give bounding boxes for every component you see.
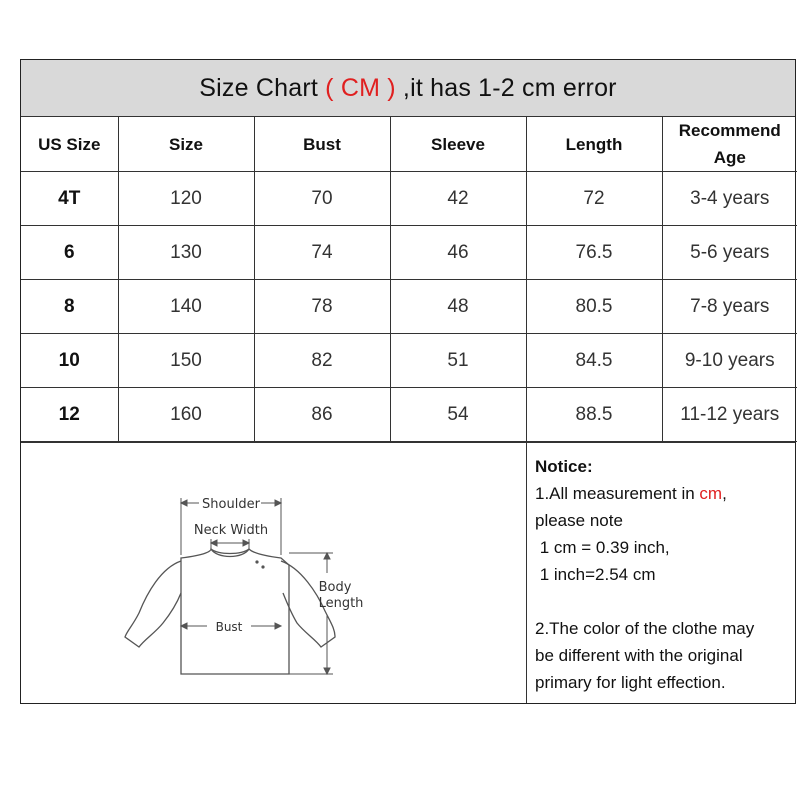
- cell-bust: 74: [254, 226, 390, 280]
- cell-size: 130: [118, 226, 254, 280]
- size-table: [21, 117, 797, 442]
- table-row: [21, 280, 797, 334]
- notice-panel: [527, 443, 795, 703]
- cell-age: 9-10 years: [662, 334, 797, 388]
- cell-size: 140: [118, 280, 254, 334]
- cell-size: 160: [118, 388, 254, 442]
- cell-sleeve: 46: [390, 226, 526, 280]
- shirt-outline: [181, 549, 289, 674]
- table-row: [21, 226, 797, 280]
- cell-sleeve: 51: [390, 334, 526, 388]
- table-row: [21, 388, 797, 442]
- notice-line-1-suffix: ,: [722, 484, 727, 503]
- title-suffix: ,it has 1-2 cm error: [402, 73, 617, 102]
- cell-length: 80.5: [526, 280, 662, 334]
- cell-sleeve: 54: [390, 388, 526, 442]
- cell-sleeve: 42: [390, 172, 526, 226]
- cell-age: 3-4 years: [662, 172, 797, 226]
- cell-size: 120: [118, 172, 254, 226]
- notice-line-2: please note: [535, 511, 623, 530]
- header-bust: Bust: [254, 117, 390, 172]
- notice-line-3: 1 cm = 0.39 inch,: [535, 538, 670, 557]
- cell-us-size: 6: [21, 226, 118, 280]
- cell-length: 76.5: [526, 226, 662, 280]
- cell-age: 7-8 years: [662, 280, 797, 334]
- notice-line-5: 2.The color of the clothe may: [535, 619, 755, 638]
- header-us-size: US Size: [21, 117, 118, 172]
- cell-length: 72: [526, 172, 662, 226]
- title-unit: ( CM ): [318, 73, 403, 102]
- table-row: [21, 172, 797, 226]
- cell-bust: 78: [254, 280, 390, 334]
- shoulder-label: Shoulder: [202, 497, 260, 512]
- notice-line-1: [535, 480, 795, 507]
- notice-unit: cm: [699, 484, 723, 503]
- chart-title: [21, 60, 795, 117]
- shirt-diagram: [21, 443, 526, 703]
- notice-title: Notice:: [535, 457, 593, 476]
- cell-age: 5-6 years: [662, 226, 797, 280]
- header-recommend: Recommend: [678, 121, 781, 140]
- header-row: [21, 117, 797, 172]
- neck-width-label: Neck Width: [193, 523, 269, 538]
- cell-us-size: 4T: [21, 172, 118, 226]
- header-sleeve: Sleeve: [390, 117, 526, 172]
- cell-bust: 86: [254, 388, 390, 442]
- cell-length: 88.5: [526, 388, 662, 442]
- cell-length: 84.5: [526, 334, 662, 388]
- body-label: Body: [318, 580, 352, 595]
- left-sleeve: [125, 561, 181, 647]
- title-prefix: Size Chart: [199, 73, 318, 102]
- header-size: Size: [118, 117, 254, 172]
- cell-us-size: 12: [21, 388, 118, 442]
- notice-line-4: 1 inch=2.54 cm: [535, 565, 656, 584]
- notice-line-7: primary for light effection.: [535, 673, 726, 692]
- info-section: [21, 442, 795, 703]
- header-recommend-age: [662, 117, 797, 172]
- notice-line-1-prefix: 1.All measurement in: [535, 484, 700, 503]
- table-row: [21, 334, 797, 388]
- collar: [211, 549, 249, 557]
- cell-age: 11-12 years: [662, 388, 797, 442]
- cell-bust: 70: [254, 172, 390, 226]
- cell-sleeve: 48: [390, 280, 526, 334]
- size-chart: [20, 59, 796, 704]
- length-label: Length: [318, 596, 364, 611]
- measurement-diagram: [21, 443, 527, 703]
- notice-spacer: [535, 588, 795, 615]
- cell-bust: 82: [254, 334, 390, 388]
- header-age: Age: [713, 148, 746, 167]
- bust-label: Bust: [215, 620, 243, 634]
- notice-line-6: be different with the original: [535, 646, 743, 665]
- cell-us-size: 8: [21, 280, 118, 334]
- header-length: Length: [526, 117, 662, 172]
- cell-size: 150: [118, 334, 254, 388]
- cell-us-size: 10: [21, 334, 118, 388]
